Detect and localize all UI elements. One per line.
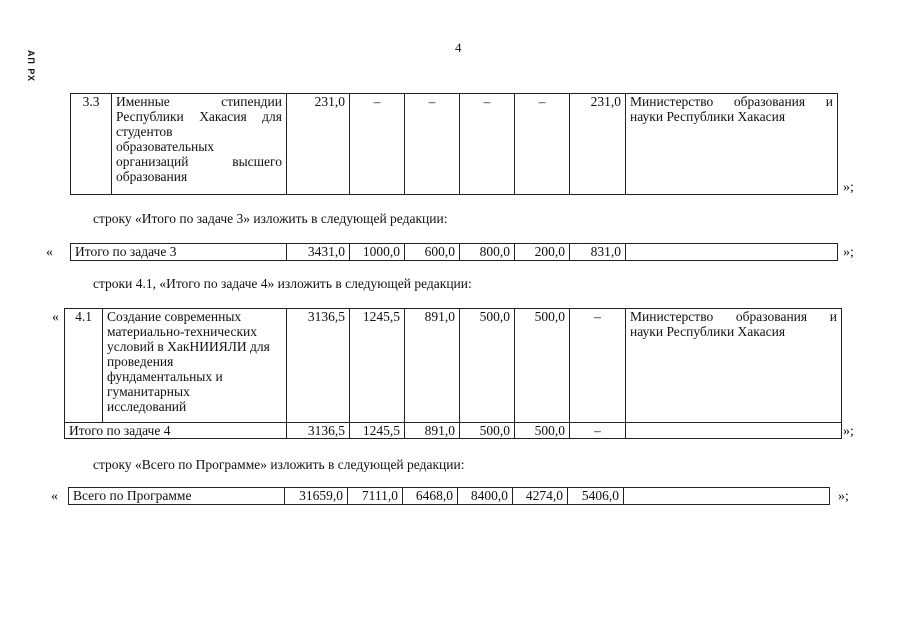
cell-value-y3: – bbox=[460, 94, 515, 195]
word: Хакасия bbox=[199, 109, 247, 124]
word: Именные bbox=[116, 94, 170, 109]
name-line: фундаментальных и bbox=[107, 369, 223, 384]
cell-value-total: 3136,5 bbox=[287, 309, 350, 423]
cell-value-y4: 200,0 bbox=[515, 244, 570, 261]
name-line bbox=[116, 109, 282, 124]
close-quote: »; bbox=[843, 180, 854, 195]
cell-value-total: 3431,0 bbox=[287, 244, 350, 261]
name-line bbox=[116, 94, 282, 109]
table-row bbox=[71, 244, 838, 261]
cell-value-y5: – bbox=[570, 309, 626, 423]
open-quote: « bbox=[51, 489, 58, 504]
word: и bbox=[829, 309, 837, 324]
name-line: исследований bbox=[107, 399, 187, 414]
cell-name bbox=[103, 309, 287, 423]
cell-value-y1: 1245,5 bbox=[350, 309, 405, 423]
word: Министерство bbox=[630, 94, 714, 109]
cell-value-y1: – bbox=[350, 94, 405, 195]
word: для bbox=[262, 109, 282, 124]
cell-executor bbox=[626, 94, 838, 195]
cell-value-y5: – bbox=[570, 423, 626, 439]
name-line: студентов bbox=[116, 124, 173, 139]
cell-value-y3: 800,0 bbox=[460, 244, 515, 261]
cell-value-y2: 891,0 bbox=[405, 309, 460, 423]
word: Министерство bbox=[630, 309, 714, 324]
cell-label: Всего по Программе bbox=[69, 488, 285, 505]
side-stamp-text: АП РХ bbox=[26, 50, 36, 83]
cell-value-y2: – bbox=[405, 94, 460, 195]
cell-executor bbox=[626, 244, 838, 261]
table-row bbox=[65, 423, 842, 439]
cell-executor bbox=[626, 423, 842, 439]
cell-value-y5: 231,0 bbox=[570, 94, 626, 195]
cell-value-y2: 600,0 bbox=[405, 244, 460, 261]
name-line: гуманитарных bbox=[107, 384, 190, 399]
table-row-4-1 bbox=[64, 308, 842, 439]
word: Республики bbox=[116, 109, 184, 124]
cell-number: 3.3 bbox=[71, 94, 112, 195]
name-line: проведения bbox=[107, 354, 174, 369]
name-line bbox=[116, 154, 282, 169]
cell-value-y4: 500,0 bbox=[515, 309, 570, 423]
name-line: образования bbox=[116, 169, 188, 184]
cell-value-y3: 8400,0 bbox=[458, 488, 513, 505]
table-row-3-3 bbox=[70, 93, 838, 195]
executor-line: науки Республики Хакасия bbox=[630, 109, 786, 124]
cell-value-y4: 4274,0 bbox=[513, 488, 568, 505]
cell-value-y3: 500,0 bbox=[460, 423, 515, 439]
cell-value-y5: 831,0 bbox=[570, 244, 626, 261]
cell-value-y5: 5406,0 bbox=[568, 488, 624, 505]
word: образования bbox=[733, 94, 806, 109]
name-line: образовательных bbox=[116, 139, 215, 154]
cell-value-total: 31659,0 bbox=[285, 488, 348, 505]
open-quote: « bbox=[52, 310, 59, 325]
instruction-text: строки 4.1, «Итого по задаче 4» изложить в следующей редакции: bbox=[93, 276, 472, 291]
table-total-program bbox=[68, 487, 830, 505]
close-quote: »; bbox=[838, 489, 849, 504]
cell-name bbox=[112, 94, 287, 195]
cell-value-total: 3136,5 bbox=[287, 423, 350, 439]
cell-executor bbox=[626, 309, 842, 423]
cell-executor bbox=[624, 488, 830, 505]
executor-line: науки Республики Хакасия bbox=[630, 324, 786, 339]
word: высшего bbox=[232, 154, 282, 169]
name-line: материально-технических bbox=[107, 324, 257, 339]
table-total-3 bbox=[70, 243, 838, 261]
table-row bbox=[71, 94, 838, 195]
cell-label: Итого по задаче 4 bbox=[65, 423, 287, 439]
word: образования bbox=[735, 309, 808, 324]
cell-value-y4: – bbox=[515, 94, 570, 195]
cell-value-y1: 1245,5 bbox=[350, 423, 405, 439]
executor-line bbox=[630, 94, 833, 109]
close-quote: »; bbox=[843, 245, 854, 260]
table-row bbox=[65, 309, 842, 423]
page-number: 4 bbox=[455, 40, 462, 55]
cell-value-total: 231,0 bbox=[287, 94, 350, 195]
executor-line bbox=[630, 309, 837, 324]
name-line: условий в ХакНИИЯЛИ для bbox=[107, 339, 270, 354]
name-line: Создание современных bbox=[107, 309, 242, 324]
cell-number: 4.1 bbox=[65, 309, 103, 423]
word: стипендии bbox=[221, 94, 282, 109]
cell-value-y1: 7111,0 bbox=[348, 488, 403, 505]
cell-value-y2: 891,0 bbox=[405, 423, 460, 439]
word: организаций bbox=[116, 154, 189, 169]
instruction-text: строку «Всего по Программе» изложить в следующей редакции: bbox=[93, 457, 465, 472]
open-quote: « bbox=[46, 245, 53, 260]
cell-value-y1: 1000,0 bbox=[350, 244, 405, 261]
instruction-text: строку «Итого по задаче 3» изложить в следующей редакции: bbox=[93, 211, 448, 226]
side-stamp bbox=[22, 50, 36, 90]
cell-value-y2: 6468,0 bbox=[403, 488, 458, 505]
word: и bbox=[825, 94, 833, 109]
cell-value-y3: 500,0 bbox=[460, 309, 515, 423]
cell-label: Итого по задаче 3 bbox=[71, 244, 287, 261]
table-row bbox=[69, 488, 830, 505]
cell-value-y4: 500,0 bbox=[515, 423, 570, 439]
close-quote: »; bbox=[843, 424, 854, 439]
